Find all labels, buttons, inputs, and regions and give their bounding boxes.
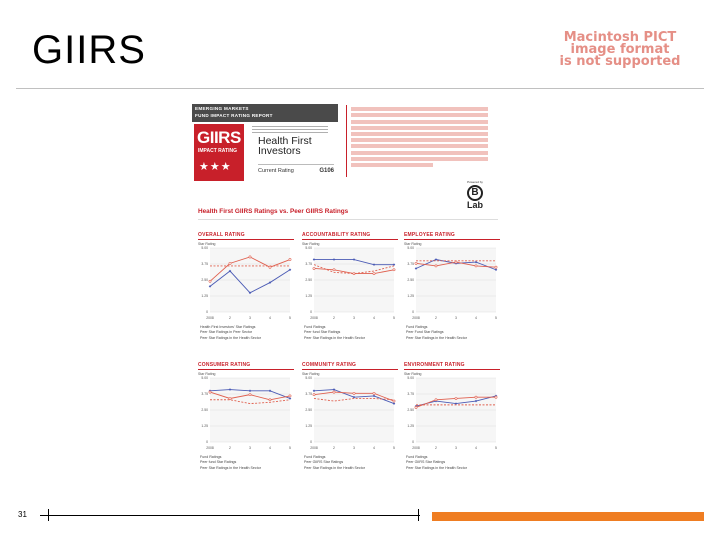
report-header (192, 104, 338, 182)
fund-name-line: Health First (258, 135, 312, 147)
report-header-line: EMERGING MARKETS (195, 106, 249, 111)
x-tick-label: 4 (373, 316, 375, 320)
legend-entry: Fund Ratings (304, 455, 326, 459)
b-lab-label: Lab (466, 200, 483, 210)
b-lab-logo (464, 180, 486, 214)
data-point (415, 262, 417, 264)
legend-entry: Peer fund Star Ratings (200, 460, 237, 465)
chart-title: EMPLOYEE RATING (404, 232, 455, 238)
chart-legend (406, 455, 500, 471)
x-tick-label: 5 (495, 446, 497, 450)
y-tick-label: 0 (310, 440, 312, 445)
y-tick-label: 3.75 (201, 392, 208, 397)
line-chart (302, 376, 398, 452)
y-tick-label: 3.75 (305, 262, 312, 267)
y-tick-label: 5.00 (201, 246, 208, 251)
rating-chart-panel (198, 232, 294, 352)
line-chart (198, 246, 294, 322)
data-point (229, 397, 231, 399)
x-tick-label: 5 (495, 316, 497, 320)
chart-ylabel: Star Rating (198, 242, 216, 246)
giirs-badge-caption: IMPACT RATING (198, 148, 237, 154)
data-point (415, 406, 417, 408)
x-tick-label: 2 (333, 446, 335, 450)
footer-accent-bar (432, 512, 704, 521)
y-tick-label: 1.25 (407, 294, 414, 299)
y-tick-label: 5.00 (201, 376, 208, 381)
chart-legend (406, 325, 500, 341)
line-chart (404, 246, 500, 322)
chart-title: OVERALL RATING (198, 232, 245, 238)
chart-title-rule (302, 369, 398, 370)
intro-text-line (351, 151, 488, 155)
pict-warning-line: image format (570, 42, 670, 57)
y-tick-label: 1.25 (305, 424, 312, 429)
data-point (313, 267, 315, 269)
x-tick-label: 5 (289, 446, 291, 450)
legend-entry: Fund Ratings (200, 455, 222, 459)
chart-title: CONSUMER RATING (198, 362, 251, 368)
data-point (249, 394, 251, 396)
data-point (333, 269, 335, 271)
data-point (269, 399, 271, 401)
rating-chart-panel (198, 362, 294, 482)
title-divider (16, 88, 704, 89)
x-tick-label: 2008 (412, 446, 420, 450)
data-point (475, 265, 477, 267)
intro-text-line (351, 107, 488, 111)
data-point (475, 396, 477, 398)
x-tick-label: 3 (353, 446, 355, 450)
x-tick-label: 3 (455, 446, 457, 450)
x-tick-label: 2 (229, 446, 231, 450)
chart-ylabel: Star Rating (302, 242, 320, 246)
y-tick-label: 2.50 (407, 278, 414, 283)
data-point (435, 265, 437, 267)
data-point (373, 392, 375, 394)
chart-title-rule (302, 239, 398, 240)
x-tick-label: 3 (455, 316, 457, 320)
legend-entry: Fund Ratings (304, 325, 326, 329)
chart-ylabel: Star Rating (404, 242, 422, 246)
chart-legend (304, 325, 398, 341)
rating-chart-panel (404, 362, 500, 482)
report-header-line: FUND IMPACT RATING REPORT (195, 113, 273, 119)
chart-title-rule (198, 239, 294, 240)
giirs-report-image (192, 104, 518, 492)
line-chart (198, 376, 294, 452)
legend-entry: Peer Star Ratings in the Health Sector (304, 465, 365, 470)
fund-name (258, 136, 312, 156)
y-tick-label: 1.25 (201, 294, 208, 299)
data-point (333, 391, 335, 393)
data-point (313, 394, 315, 396)
x-tick-label: 2 (333, 316, 335, 320)
giirs-badge (194, 124, 244, 181)
intro-text-line (351, 144, 488, 148)
chart-ylabel: Star Rating (198, 372, 216, 376)
data-point (289, 395, 291, 397)
legend-entry: Peer Fund Star Ratings (406, 330, 444, 335)
rating-chart-panel (404, 232, 500, 352)
y-tick-label: 0 (310, 310, 312, 315)
section-divider (198, 219, 498, 220)
y-tick-label: 1.25 (305, 294, 312, 299)
pict-warning-line: Macintosh PICT (563, 30, 677, 45)
y-tick-label: 3.75 (407, 392, 414, 397)
legend-entry: Peer Star Ratings in the Health Sector (200, 335, 261, 340)
current-rating-value: G106 (319, 168, 334, 174)
intro-text-line (351, 113, 488, 117)
x-tick-label: 2008 (310, 446, 318, 450)
x-tick-label: 2008 (412, 316, 420, 320)
x-tick-label: 4 (269, 316, 271, 320)
x-tick-label: 2008 (206, 446, 214, 450)
data-point (455, 397, 457, 399)
chart-ylabel: Star Rating (404, 372, 422, 376)
data-point (455, 261, 457, 263)
y-tick-label: 5.00 (305, 246, 312, 251)
x-tick-label: 2 (229, 316, 231, 320)
line-chart (404, 376, 500, 452)
y-tick-label: 5.00 (407, 376, 414, 381)
legend-entry: Peer Star Ratings in Peer Sector (200, 330, 253, 335)
x-tick-label: 4 (373, 446, 375, 450)
giirs-badge-logo: GIIRS (197, 128, 241, 147)
chart-title: ACCOUNTABILITY RATING (302, 232, 371, 238)
y-tick-label: 3.75 (201, 262, 208, 267)
chart-title: ENVIRONMENT RATING (404, 362, 465, 368)
data-point (289, 258, 291, 260)
star-rating-icon: ★★★ (199, 161, 232, 173)
y-tick-label: 2.50 (305, 408, 312, 413)
footer-tick (418, 509, 419, 521)
line-chart (302, 246, 398, 322)
powered-by-label: Powered by (467, 180, 483, 184)
legend-entry: Health First Investors' Star Ratings (200, 325, 256, 329)
pict-warning-line: is not supported (559, 54, 681, 69)
report-intro-text (346, 105, 488, 177)
y-tick-label: 3.75 (407, 262, 414, 267)
chart-title-rule (404, 369, 500, 370)
y-tick-label: 1.25 (407, 424, 414, 429)
report-header-band (192, 104, 338, 122)
y-tick-label: 3.75 (305, 392, 312, 397)
y-tick-label: 5.00 (407, 246, 414, 251)
chart-legend (200, 455, 294, 471)
chart-legend (304, 455, 398, 471)
y-tick-label: 2.50 (407, 408, 414, 413)
y-tick-label: 0 (412, 310, 414, 315)
data-point (495, 396, 497, 398)
data-point (209, 280, 211, 282)
ratings-section-title: Health First GIIRS Ratings vs. Peer GIIRS Ratings (198, 208, 349, 215)
data-point (393, 269, 395, 271)
rating-chart-panel (302, 362, 398, 482)
y-tick-label: 0 (206, 310, 208, 315)
intro-text-line (351, 132, 488, 136)
rating-chart-panel (302, 232, 398, 352)
legend-entry: Peer Star Ratings in the Health Sector (406, 465, 467, 470)
chart-title-rule (198, 369, 294, 370)
intro-text-line (351, 120, 488, 124)
data-point (353, 392, 355, 394)
legend-entry: Peer Star Ratings in the Health Sector (304, 335, 365, 340)
legend-entry: Peer Star Ratings in the Health Sector (200, 465, 261, 470)
x-tick-label: 2008 (206, 316, 214, 320)
x-tick-label: 4 (475, 446, 477, 450)
data-point (495, 266, 497, 268)
x-tick-label: 2 (435, 316, 437, 320)
legend-entry: Peer Star Ratings in the Health Sector (406, 335, 467, 340)
y-tick-label: 0 (412, 440, 414, 445)
intro-text-line (351, 126, 488, 130)
x-tick-label: 3 (249, 316, 251, 320)
legend-entry: Peer GIIRS Star Ratings (406, 460, 446, 465)
footer-rule (40, 515, 420, 516)
legend-entry: Fund Ratings (406, 455, 428, 459)
data-point (393, 400, 395, 402)
x-tick-label: 2008 (310, 316, 318, 320)
chart-title-rule (404, 239, 500, 240)
y-tick-label: 1.25 (201, 424, 208, 429)
x-tick-label: 3 (353, 316, 355, 320)
x-tick-label: 2 (435, 446, 437, 450)
chart-ylabel: Star Rating (302, 372, 320, 376)
x-tick-label: 5 (393, 446, 395, 450)
y-tick-label: 2.50 (201, 278, 208, 283)
x-tick-label: 5 (289, 316, 291, 320)
y-tick-label: 2.50 (201, 408, 208, 413)
y-tick-label: 0 (206, 440, 208, 445)
data-point (249, 256, 251, 258)
x-tick-label: 4 (475, 316, 477, 320)
b-lab-icon: B (467, 185, 483, 201)
fund-info (252, 124, 336, 182)
pict-unsupported-notice (535, 32, 705, 68)
data-point (373, 273, 375, 275)
x-tick-label: 4 (269, 446, 271, 450)
legend-entry: Peer fund Star Ratings (304, 330, 341, 335)
legend-entry: Peer GIIRS Star Ratings (304, 460, 344, 465)
intro-text-line (351, 157, 488, 161)
intro-text-line (351, 138, 488, 142)
intro-text-line (351, 163, 433, 167)
chart-legend (200, 325, 294, 341)
data-point (229, 262, 231, 264)
x-tick-label: 3 (249, 446, 251, 450)
page-number: 31 (18, 510, 27, 519)
y-tick-label: 2.50 (305, 278, 312, 283)
slide-title: GIIRS (32, 28, 146, 72)
legend-entry: Fund Ratings (406, 325, 428, 329)
current-rating (258, 164, 334, 174)
x-tick-label: 5 (393, 316, 395, 320)
data-point (435, 399, 437, 401)
current-rating-label: Current Rating (258, 168, 294, 174)
data-point (209, 391, 211, 393)
data-point (269, 266, 271, 268)
fund-meta-lines (252, 126, 328, 134)
chart-title: COMMUNITY RATING (302, 362, 357, 368)
fund-name-line: Investors (258, 145, 301, 157)
y-tick-label: 5.00 (305, 376, 312, 381)
